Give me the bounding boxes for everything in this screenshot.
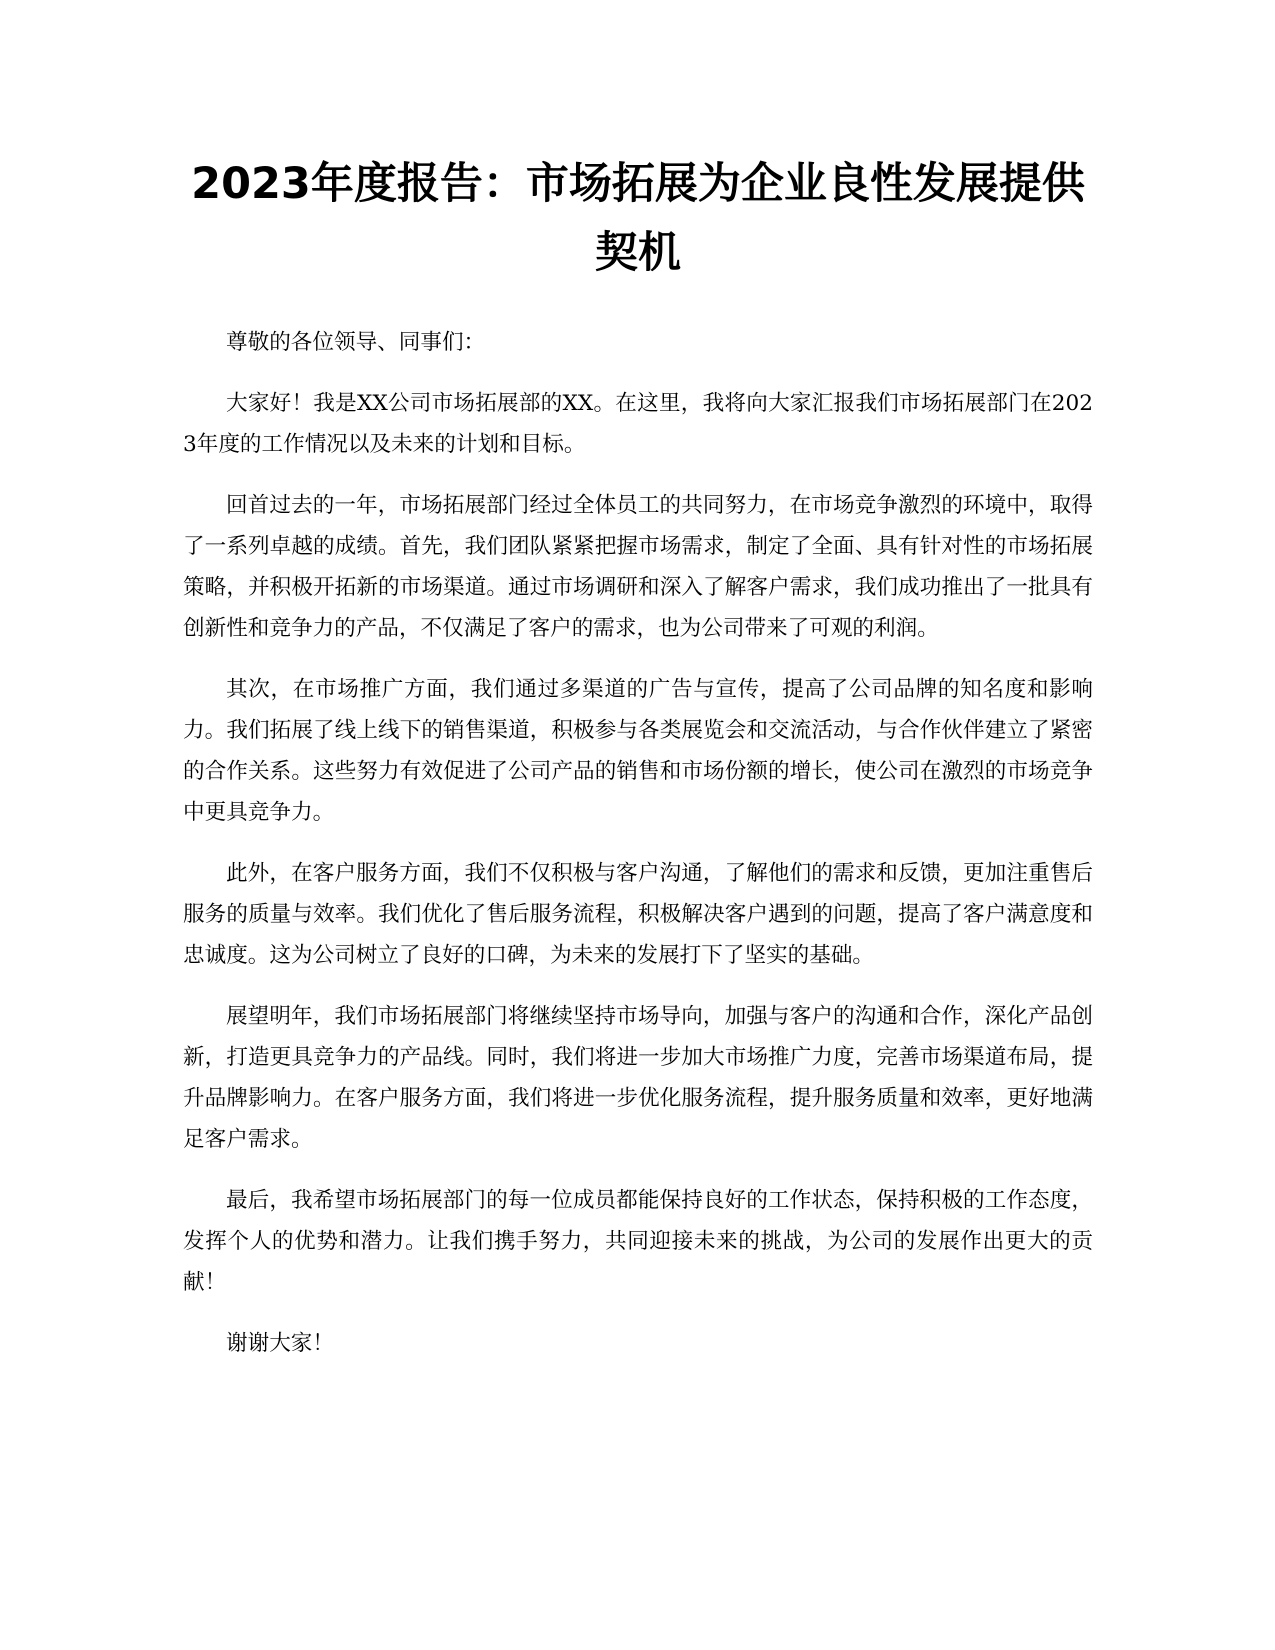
- paragraph-thanks: 谢谢大家！: [226, 1331, 334, 1356]
- document-page: [183, 150, 1093, 1384]
- paragraph-greeting: 大家好！我是XX公司市场拓展部的XX。在这里，我将向大家汇报我们市场拓展部门在2023年度的工作情况以及未来的计划和目标。: [183, 391, 1093, 457]
- paragraph-closing: 最后，我希望市场拓展部门的每一位成员都能保持良好的工作状态，保持积极的工作态度，发挥个人的优势和潜力。让我们携手努力，共同迎接未来的挑战，为公司的发展作出更大的贡献！: [183, 1188, 1093, 1295]
- paragraph-promotion: 其次，在市场推广方面，我们通过多渠道的广告与宣传，提高了公司品牌的知名度和影响力。我们拓展了线上线下的销售渠道，积极参与各类展览会和交流活动，与合作伙伴建立了紧密的合作关系。这些努力有效促进了公司产品的销售和市场份额的增长，使公司在激烈的市场竞争中更具竞争力。: [183, 677, 1093, 825]
- document-body: [183, 322, 1093, 1364]
- paragraph-salutation: 尊敬的各位领导、同事们：: [226, 330, 486, 355]
- document-title: 2023年度报告：市场拓展为企业良性发展提供契机: [191, 159, 1085, 278]
- paragraph-review: 回首过去的一年，市场拓展部门经过全体员工的共同努力，在市场竞争激烈的环境中，取得了一系列卓越的成绩。首先，我们团队紧紧把握市场需求，制定了全面、具有针对性的市场拓展策略，并积极开拓新的市场渠道。通过市场调研和深入了解客户需求，我们成功推出了一批具有创新性和竞争力的产品，不仅满足了客户的需求，也为公司带来了可观的利润。: [183, 493, 1093, 641]
- paragraph-service: 此外，在客户服务方面，我们不仅积极与客户沟通，了解他们的需求和反馈，更加注重售后服务的质量与效率。我们优化了售后服务流程，积极解决客户遇到的问题，提高了客户满意度和忠诚度。这为公司树立了良好的口碑，为未来的发展打下了坚实的基础。: [183, 861, 1093, 968]
- paragraph-outlook: 展望明年，我们市场拓展部门将继续坚持市场导向，加强与客户的沟通和合作，深化产品创新，打造更具竞争力的产品线。同时，我们将进一步加大市场推广力度，完善市场渠道布局，提升品牌影响力。在客户服务方面，我们将进一步优化服务流程，提升服务质量和效率，更好地满足客户需求。: [183, 1004, 1093, 1152]
